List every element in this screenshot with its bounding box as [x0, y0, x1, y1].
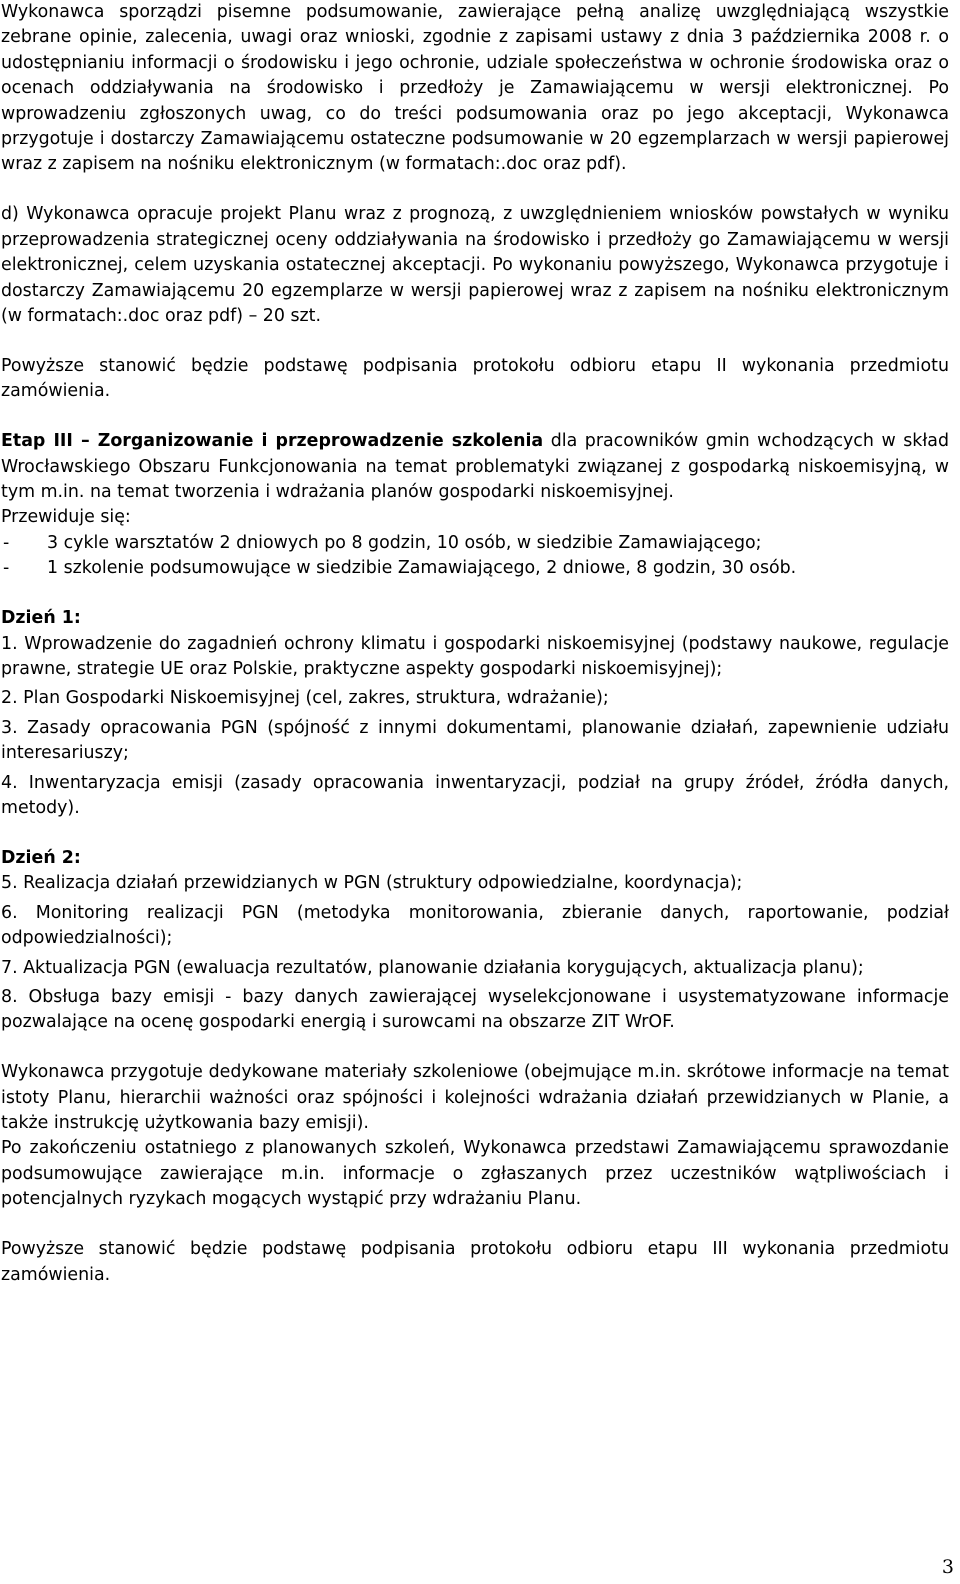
paragraph-sprawozdanie: Po zakończeniu ostatniego z planowanych szkoleń, Wykonawca przedstawi Zamawiającemu sprawozdanie podsumowujące zawierające m.in. informacje o zgłaszanych przez uczestników wątpliwościach i potencjalnych ryzykach mogących wystąpić przy wdrażaniu Planu. — [1, 1138, 949, 1210]
paragraph-odbior-etapu-3: Powyższe stanowić będzie podstawę podpisania protokołu odbioru etapu III wykonania przedmiotu zamówienia. — [1, 1239, 949, 1285]
paragraph-etap-3 — [1, 429, 949, 505]
day-2-item: 6. Monitoring realizacji PGN (metodyka monitorowania, zbieranie danych, raportowanie, podział odpowiedzialności); — [1, 902, 949, 949]
paragraph-d-projekt-planu: d) Wykonawca opracuje projekt Planu wraz z prognozą, z uwzględnieniem wniosków powstałych w wyniku przeprowadzenia strategicznej oceny oddziaływania na środowisko i przedłoży go Zamawiającemu w wersji elektronicznej, celem uzyskania ostatecznej akceptacji. Po wykonaniu powyższego, Wykonawca przygotuje i dostarczy Zamawiającemu 20 egzemplarze w wersji papierowej wraz z zapisem na nośniku elektronicznym (w formatach:.doc oraz pdf) – 20 szt. — [1, 204, 949, 326]
day-2-heading: Dzień 2: — [1, 847, 81, 868]
paragraph-materialy: Wykonawca przygotuje dedykowane materiały szkoleniowe (obejmujące m.in. skrótowe informacje na temat istoty Planu, hierarchii ważności oraz spójności i kolejności wdrażania działań przewidzianych w Planie, a także instrukcję użytkowania bazy emisji). — [1, 1062, 949, 1134]
przewiduje-label: Przewiduje się: — [1, 507, 131, 528]
day-2-item: 5. Realizacja działań przewidzianych w PGN (struktury odpowiedzialne, koordynacja); — [1, 873, 743, 894]
training-list — [1, 531, 949, 582]
day-2-item: 7. Aktualizacja PGN (ewaluacja rezultatów, planowanie działania korygujących, aktualizacja planu); — [1, 957, 864, 978]
day-1-item: 1. Wprowadzenie do zagadnień ochrony klimatu i gospodarki niskoemisyjnej (podstawy naukowe, regulacje prawne, strategie UE oraz Polskie, praktyczne aspekty gospodarki niskoemisyjnej); — [1, 633, 949, 679]
day-1-item: 3. Zasady opracowania PGN (spójność z innymi dokumentami, planowanie działań, zapewnienie udziału interesariuszy; — [1, 717, 949, 764]
etap-3-heading: Etap III – Zorganizowanie i przeprowadzenie szkolenia — [1, 431, 544, 452]
list-item: - 3 cykle warsztatów 2 dniowych po 8 godzin, 10 osób, w siedzibie Zamawiającego; — [25, 531, 949, 556]
etap-3-description: dla pracowników gmin wchodzących w skład Wrocławskiego Obszaru Funkcjonowania na temat problematyki związanej z gospodarką niskoemisyjną, w tym m.in. na temat tworzenia i wdrażania planów gospodarki niskoemisyjnej. — [1, 431, 949, 502]
day-1-item: 4. Inwentaryzacja emisji (zasady opracowania inwentaryzacji, podział na grupy źródeł, źródła danych, metody). — [1, 772, 949, 818]
paragraph-odbior-etapu-2: Powyższe stanowić będzie podstawę podpisania protokołu odbioru etapu II wykonania przedmiotu zamówienia. — [1, 355, 949, 402]
paragraph-podsumowanie: Wykonawca sporządzi pisemne podsumowanie, zawierające pełną analizę uwzględniającą wszystkie zebrane opinie, zalecenia, uwagi oraz wnioski, zgodnie z zapisami ustawy z dnia 3 października 2008 r. o udostępnianiu informacji o środowisku i jego ochronie, udziale społeczeństwa w ochronie środowiska oraz o ocenach oddziaływania na środowisko i przedłoży je Zamawiającemu w wersji elektronicznej. Po wprowadzeniu zgłoszonych uwag, co do treści podsumowania oraz po jego akceptacji, Wykonawca przygotuje i dostarczy Zamawiającemu ostateczne podsumowanie w 20 egzemplarzach w wersji papierowej wraz z zapisem na nośniku elektronicznym (w formatach:.doc oraz pdf). — [1, 2, 949, 175]
list-dash: - — [3, 532, 10, 553]
list-item: - 1 szkolenie podsumowujące w siedzibie Zamawiającego, 2 dniowe, 8 godzin, 30 osób. — [25, 556, 949, 581]
day-2-item: 8. Obsługa bazy emisji - bazy danych zawierającej wyselekcjonowane i usystematyzowane informacje pozwalające na ocenę gospodarki energią i surowcami na obszarze ZIT WrOF. — [1, 986, 949, 1033]
day-1-heading: Dzień 1: — [1, 608, 81, 629]
page-number: 3 — [941, 1556, 954, 1578]
list-dash: - — [3, 558, 10, 579]
day-1-item: 2. Plan Gospodarki Niskoemisyjnej (cel, zakres, struktura, wdrażanie); — [1, 688, 609, 709]
